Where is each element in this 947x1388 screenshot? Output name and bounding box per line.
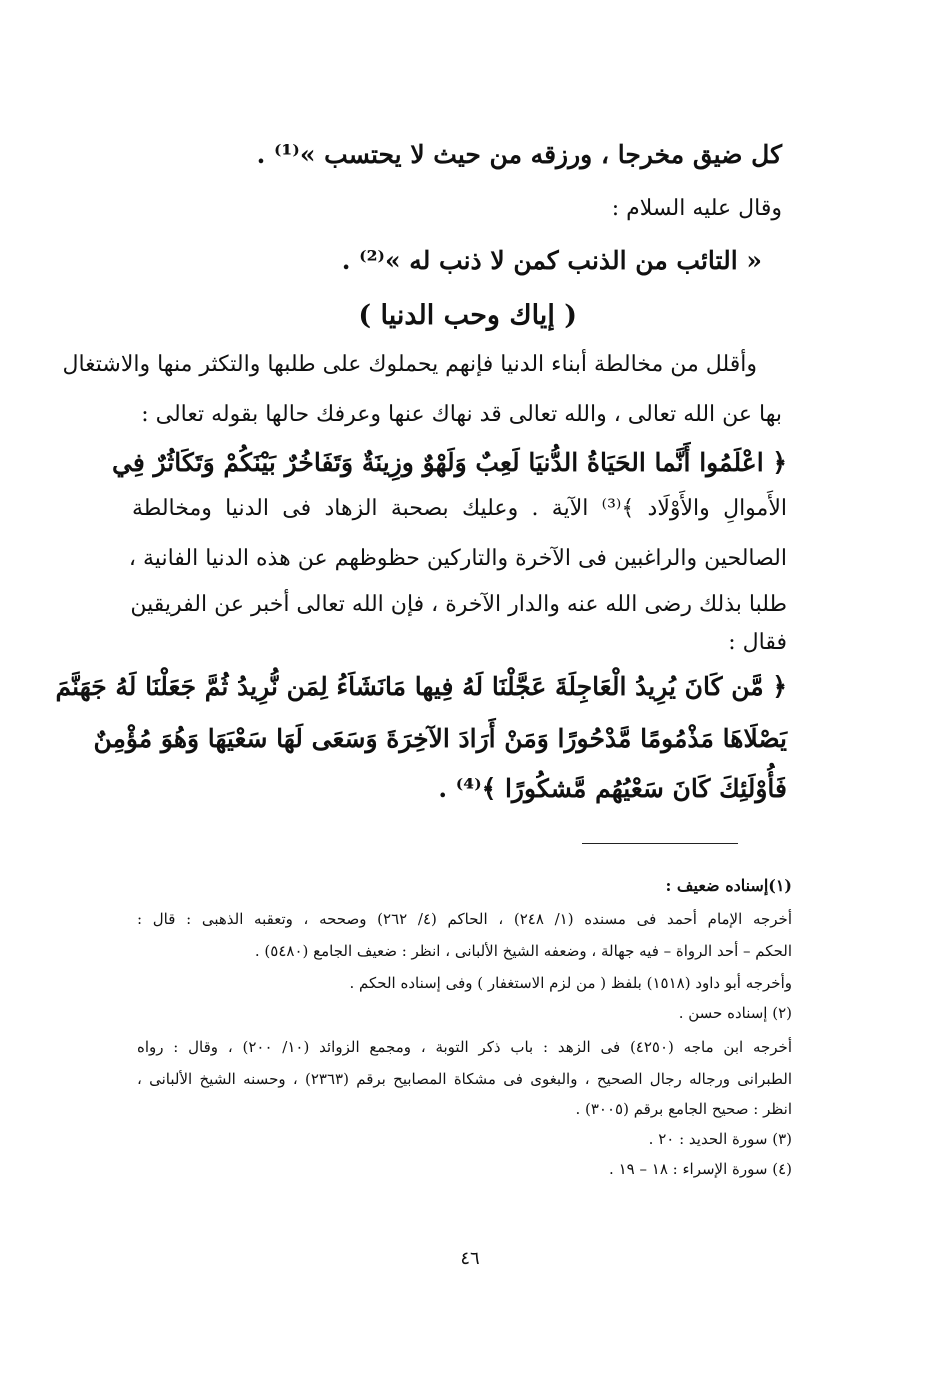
footnote-line: الحكم – أحد الرواة – فيه جهالة ، وضعفه الشيخ الألبانى ، انظر : ضعيف الجامع (٥٤٨٠) . <box>254 942 792 960</box>
footnote-line: الطبرانى ورجاله رجال الصحيح ، والبغوى فى مشكاة المصابيح برقم (٢٣٦٣) ، وحسنه الشيخ الألبانى ، <box>137 1070 792 1088</box>
paragraph-line: الأَموالِ والأَوْلَاد ﴾⁽³⁾ الآية . وعليك بصحبة الزهاد فى الدنيا ومخالطة <box>132 496 787 521</box>
footnote-separator <box>582 843 738 844</box>
paragraph-line: وأقلل من مخالطة أبناء الدنيا فإنهم يحملوك على طلبها والتكثر منها والاشتغال <box>62 352 757 377</box>
footnote-line: أخرجه ابن ماجه (٤٢٥٠) فى الزهد : باب ذكر التوبة ، ومجمع الزوائد (١٠/ ٢٠٠) ، وقال : رواه <box>137 1038 792 1056</box>
footnote-2-head: (٢) إسناده حسن . <box>678 1004 792 1022</box>
paragraph-line: الصالحين والراغبين فى الآخرة والتاركين حظوظهم عن هذه الدنيا الفانية ، <box>128 546 787 571</box>
footnote-3: (٣) سورة الحديد : ٢٠ . <box>648 1130 792 1148</box>
paragraph-line: طلبا بذلك رضى الله عنه والدار الآخرة ، فإن الله تعالى أخبر عن الفريقين <box>130 592 787 617</box>
paragraph-line: بها عن الله تعالى ، والله تعالى قد نهاك عنها وعرفك حالها بقوله تعالى : <box>141 402 782 427</box>
footnote-line: أخرجه الإمام أحمد فى مسنده (١/ ٢٤٨) ، الحاكم (٤/ ٢٦٢) وصححه ، وتعقبه الذهبى : قال : <box>137 910 792 928</box>
narration-intro-line: وقال عليه السلام : <box>611 196 782 221</box>
footnote-line: انظر : صحيح الجامع برقم (٣٠٠٥) . <box>575 1100 792 1118</box>
quran-verse-line: ﴿ اعْلَمُوا أَنَّما الحَيَاةُ الدُّنيَا لَعِبٌ وَلَهْوٌ وزِينَةٌ وَتَفَاخُرٌ بَيْنَكُمْ وَتَكَاثُرٌ فِي <box>111 448 787 477</box>
hadith-line: « التائب من الذنب كمن لا ذنب له »⁽²⁾ . <box>341 246 762 275</box>
quran-verse-line: يَصْلَاهَا مَذْمُومًا مَّدْحُورًا وَمَنْ أَرَادَ الآخِرَةَ وَسَعَى لَهَا سَعْيَهَا وَهُوَ مُؤْمِنٌ <box>93 724 787 753</box>
footnote-line: وأخرجه أبو داود (١٥١٨) بلفظ ( من لزم الاستغفار ) وفى إسناده الحكم . <box>349 974 792 992</box>
hadith-ending-line: كل ضيق مخرجا ، ورزقه من حيث لا يحتسب »⁽¹⁾ . <box>256 140 782 169</box>
section-heading: ( إياك وحب الدنيا ) <box>358 300 577 331</box>
page-number: ٤٦ <box>460 1248 480 1269</box>
quran-verse-line: فَأُوْلَئِكَ كَانَ سَعْيُهُم مَّشكُورًا ﴾⁽⁴⁾ . <box>438 774 787 803</box>
footnote-1-head: (١)إسناده ضعيف : <box>665 876 792 895</box>
quran-verse-line: ﴿ مَّن كَانَ يُرِيدُ الْعَاجِلَةَ عَجَّلْنَا لَهُ فِيها مَانَشَاَءُ لِمَن نُّرِيدُ ثُمَّ جَعَلْنَا لَهُ جَهَنَّمَ <box>55 672 787 701</box>
paragraph-line: فقال : <box>728 630 787 655</box>
footnote-4: (٤) سورة الإسراء : ١٨ – ١٩ . <box>609 1160 792 1178</box>
